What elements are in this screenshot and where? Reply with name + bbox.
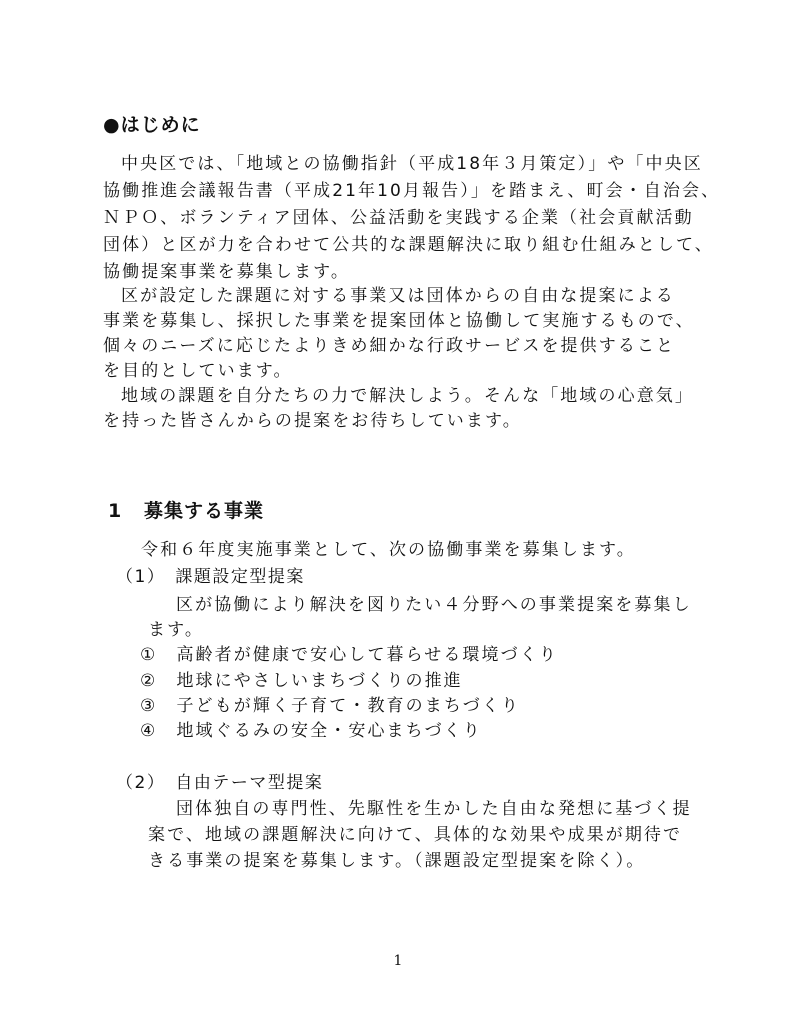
- item-desc-line: ます。: [148, 620, 204, 640]
- item-label: （2） 自由テーマ型提案: [116, 773, 324, 793]
- list-item: ④ 地域ぐるみの安全・安心まちづくり: [140, 721, 482, 741]
- intro-line: 協働推進会議報告書（平成21年10月報告）」を踏まえ、町会・自治会、: [103, 181, 721, 201]
- intro-line: 区が設定した課題に対する事業又は団体からの自由な提案による: [121, 286, 675, 306]
- item-desc-line: 区が協働により解決を図りたい４分野への事業提案を募集し: [176, 595, 692, 615]
- intro-line: 個々のニーズに応じたよりきめ細かな行政サービスを提供すること: [103, 336, 676, 356]
- list-item: ③ 子どもが輝く子育て・教育のまちづくり: [140, 696, 521, 716]
- intro-line: 地域の課題を自分たちの力で解決しよう。そんな「地域の心意気」: [121, 386, 694, 406]
- item-desc-line: 団体独自の専門性、先駆性を生かした自由な発想に基づく提: [176, 799, 692, 819]
- page-number: 1: [393, 953, 403, 969]
- item-label: （1） 課題設定型提案: [116, 567, 305, 587]
- section-number: 1: [108, 500, 122, 522]
- intro-line: ＮＰＯ、ボランティア団体、公益活動を実践する企業（社会貢献活動: [103, 208, 694, 228]
- item-desc-line: きる事業の提案を募集します。（課題設定型提案を除く）。: [148, 851, 646, 871]
- intro-line: 協働提案事業を募集します。: [103, 262, 350, 282]
- intro-line: を持った皆さんからの提案をお待ちしています。: [103, 411, 522, 431]
- intro-line: 中央区では、「地域との協働指針（平成18年３月策定）」や「中央区: [121, 154, 703, 174]
- intro-heading: ●はじめに: [103, 114, 201, 136]
- intro-line: を目的としています。: [103, 361, 293, 381]
- intro-line: 団体）と区が力を合わせて公共的な課題解決に取り組む仕組みとして、: [103, 235, 714, 255]
- intro-line: 事業を募集し、採択した事業を提案団体と協働して実施するもので、: [103, 311, 695, 331]
- item-desc-line: 案で、地域の課題解決に向けて、具体的な効果や成果が期待で: [148, 825, 683, 845]
- list-item: ① 高齢者が健康で安心して暮らせる環境づくり: [140, 645, 558, 665]
- list-item: ② 地球にやさしいまちづくりの推進: [140, 671, 463, 691]
- section-title: 募集する事業: [144, 500, 265, 522]
- section-lead: 令和６年度実施事業として、次の協働事業を募集します。: [141, 540, 636, 560]
